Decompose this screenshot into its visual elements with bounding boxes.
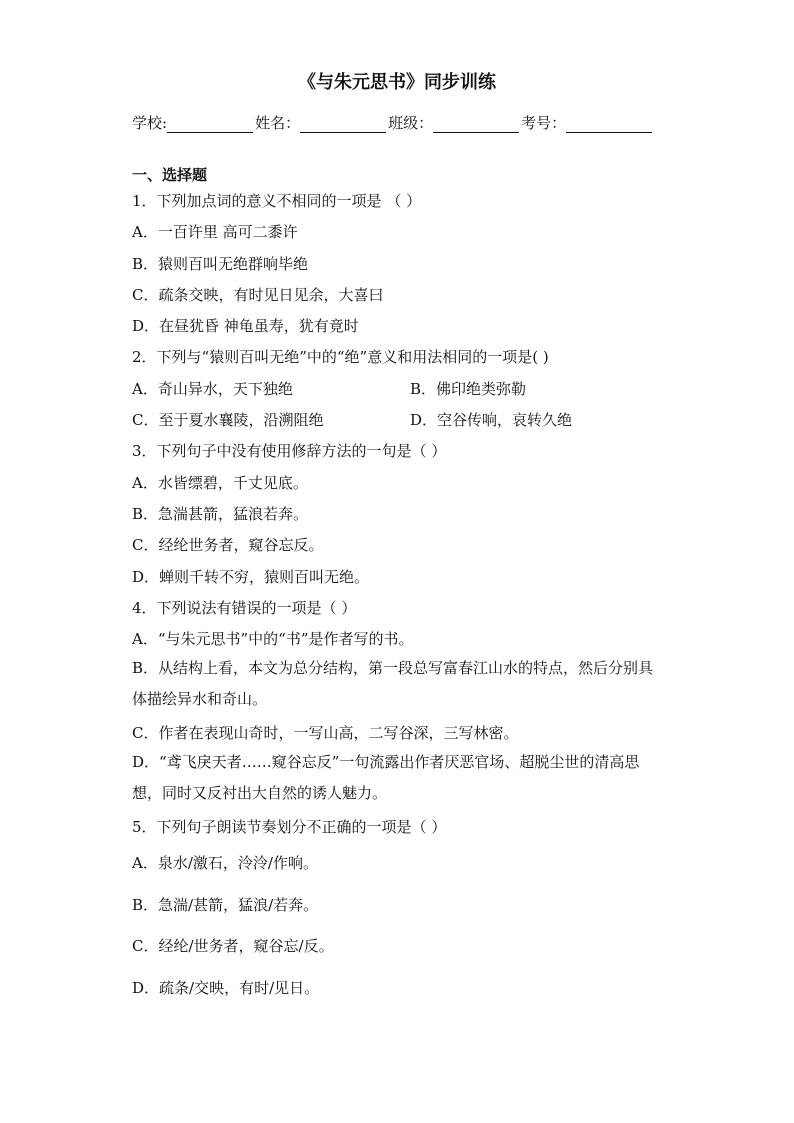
q5-option-b: B．急湍/甚箭，猛浪/若奔。 <box>132 896 319 914</box>
q4-option-a: A．“与朱元思书”中的“书”是作者写的书。 <box>132 630 414 648</box>
exam-no-blank <box>566 116 652 133</box>
student-info-row <box>132 112 654 133</box>
q2-option-d: D．空谷传响，哀转久绝 <box>410 411 573 429</box>
q3-option-a: A．水皆缥碧，千丈见底。 <box>132 474 308 492</box>
class-label: 班级： <box>388 114 434 132</box>
q2-option-b: B．佛印绝类弥勒 <box>410 380 527 398</box>
q3-option-b: B．急湍甚箭，猛浪若奔。 <box>132 505 309 523</box>
class-blank <box>433 116 519 133</box>
q1-option-b: B．猿则百叫无绝群响毕绝 <box>132 255 309 273</box>
name-label: 姓名： <box>255 114 301 132</box>
q1-stem: 1．下列加点词的意义不相同的一项是 （ ） <box>132 192 422 210</box>
school-blank <box>167 116 253 133</box>
q5-option-a: A．泉水/激石，泠泠/作响。 <box>132 854 318 872</box>
section-heading: 一、选择题 <box>132 166 208 184</box>
q4-option-d: D．“鸢飞戾天者……窥谷忘反”一句流露出作者厌恶官场、超脱尘世的清高思想，同时又反衬出大自然的诱人魅力。 <box>132 753 640 802</box>
q5-option-c: C．经纶/世务者，窥谷忘/反。 <box>132 937 334 955</box>
q2-option-c: C．至于夏水襄陵，沿溯阻绝 <box>132 411 324 429</box>
name-blank <box>300 116 386 133</box>
q3-option-c: C．经纶世务者，窥谷忘反。 <box>132 536 324 554</box>
page-title: 《与朱元思书》同步训练 <box>298 72 496 93</box>
q2-stem: 2．下列与“猿则百叫无绝”中的“绝”意义和用法相同的一项是( ) <box>132 348 549 366</box>
q5-option-d: D．疏条/交映，有时/见日。 <box>132 979 320 997</box>
q3-option-d: D．蝉则千转不穷，猿则百叫无绝。 <box>132 568 370 586</box>
q1-option-c: C．疏条交映，有时见日见余，大喜曰 <box>132 286 384 304</box>
q5-stem: 5．下列句子朗读节奏划分不正确的一项是（ ） <box>132 818 447 836</box>
q4-option-c: C．作者在表现山奇时，一写山高，二写谷深，三写林密。 <box>132 724 519 742</box>
school-label: 学校: <box>132 114 168 132</box>
q3-stem: 3．下列句子中没有使用修辞方法的一句是（ ） <box>132 442 447 460</box>
q2-option-a: A．奇山异水，天下独绝 <box>132 380 293 398</box>
q1-option-a: A．一百许里 高可二黍许 <box>132 223 298 241</box>
exam-no-label: 考号： <box>521 114 567 132</box>
q4-stem: 4．下列说法有错误的一项是（ ） <box>132 599 357 617</box>
q1-option-d: D．在昼犹昏 神龟虽寿，犹有竟时 <box>132 317 359 335</box>
q4-option-b: B．从结构上看，本文为总分结构，第一段总写富春江山水的特点，然后分别具体描绘异水和奇山。 <box>132 659 654 708</box>
